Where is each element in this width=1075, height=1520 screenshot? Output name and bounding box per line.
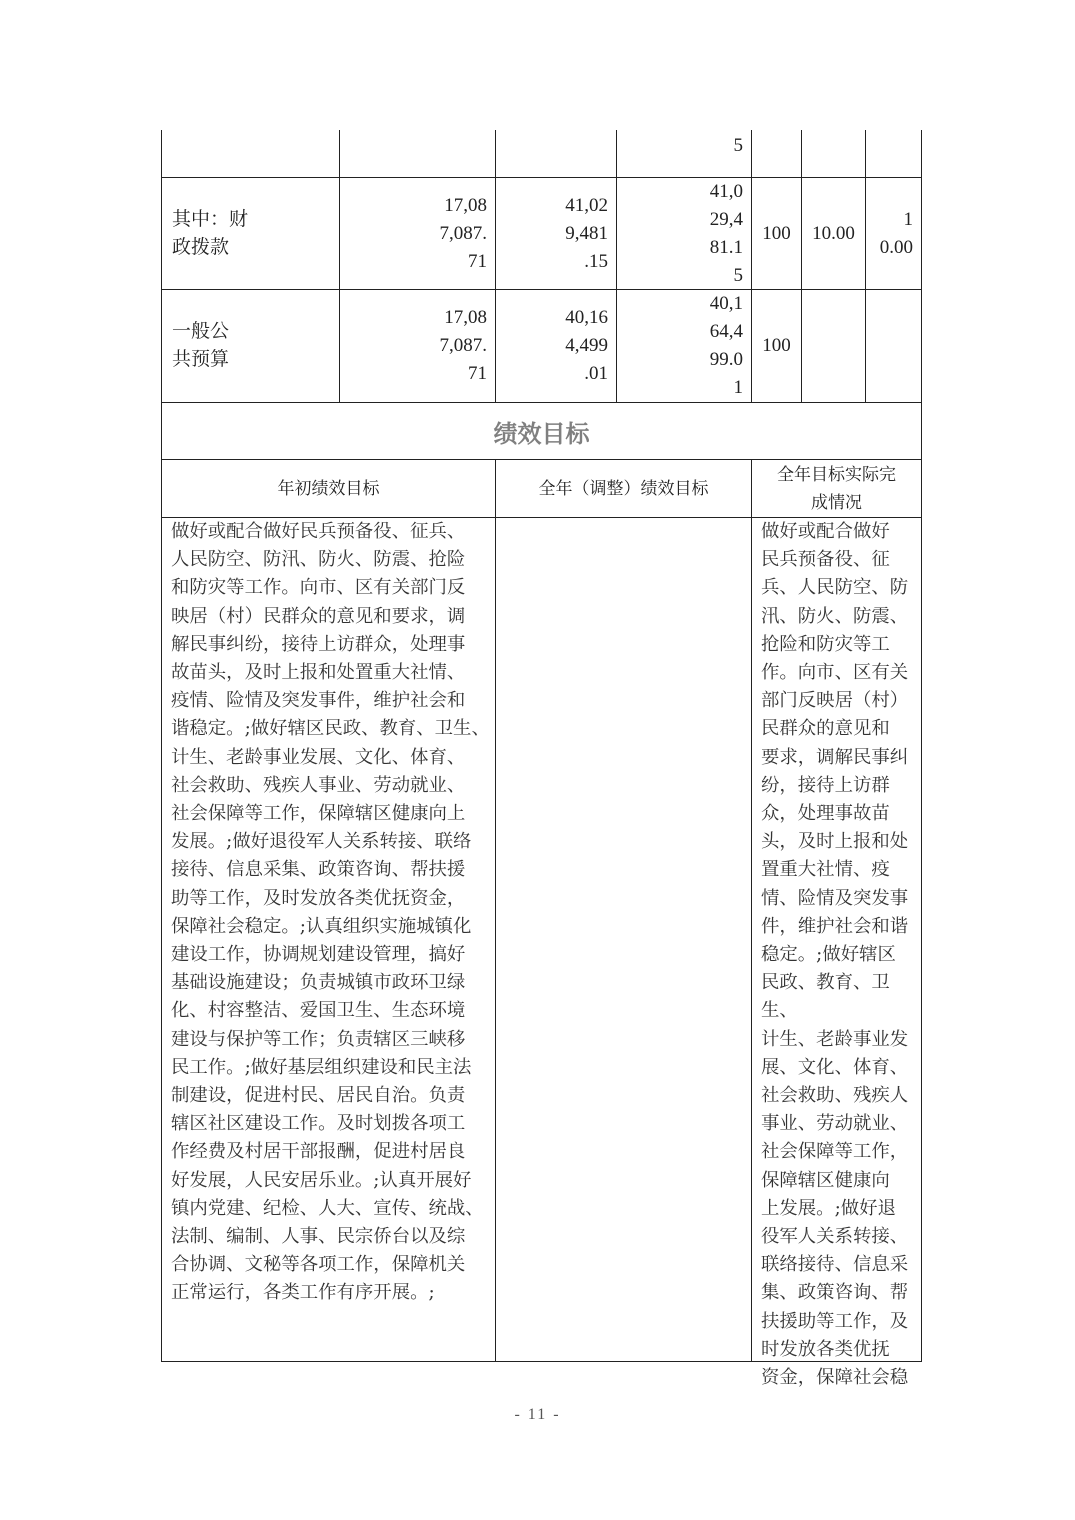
text-line: 保障辖区健康向 xyxy=(761,1169,890,1191)
text-line: 合协调、文秘等各项工作，保障机关 xyxy=(171,1254,466,1276)
cell-initial-budget xyxy=(340,178,496,289)
text-line: 99.0 xyxy=(709,349,743,370)
text-line: 和防灾等工作。向市、区有关部门反 xyxy=(171,577,466,599)
cell-score xyxy=(866,130,921,177)
text-line: 解民事纠纷，接待上访群众，处理事 xyxy=(171,633,466,655)
text-line: 好发展，人民安居乐业。;认真开展好 xyxy=(171,1169,472,1191)
text-line: 头，及时上报和处 xyxy=(761,831,909,853)
table-row xyxy=(161,178,922,290)
text-line: 81.1 xyxy=(709,236,743,258)
text-line: 保障社会稳定。;认真组织实施城镇化 xyxy=(171,915,472,937)
cell-score xyxy=(866,178,921,289)
text-line: 汛、防火、防震、 xyxy=(761,605,909,627)
text-line: 计生、老龄事业发展、文化、体育、 xyxy=(171,746,466,768)
text-line: 集、政策咨询、帮 xyxy=(761,1282,909,1304)
cell-execution-rate: 100 xyxy=(752,290,802,402)
text-line: .15 xyxy=(584,250,608,272)
goal-header-row xyxy=(161,460,922,518)
cell-initial-budget xyxy=(340,130,496,177)
text-line: 联络接待、信息采 xyxy=(761,1254,909,1276)
row-label xyxy=(162,178,340,289)
text-line: 稳定。;做好辖区 xyxy=(761,944,896,966)
text-line: 时发放各类优抚 xyxy=(761,1338,890,1360)
text-line: 其中：财 xyxy=(172,208,249,230)
text-line: 64,4 xyxy=(709,321,743,342)
text-line: 疫情、险情及突发事件，维护社会和 xyxy=(171,690,466,712)
text-line: 一般公 xyxy=(172,321,230,342)
text-line: 法制、编制、人事、民宗侨台以及综 xyxy=(171,1226,466,1248)
text-line: 情、险情及突发事 xyxy=(761,887,909,909)
text-line: 故苗头，及时上报和处置重大社情、 xyxy=(171,662,466,684)
text-line: 共预算 xyxy=(172,349,230,370)
table-row xyxy=(161,290,922,403)
cell-actual-spending xyxy=(617,178,752,289)
text-line: 建设与保护等工作；负责辖区三峡移 xyxy=(171,1028,466,1050)
text-line: 事业、劳动就业、 xyxy=(761,1113,909,1135)
text-line: 政拨款 xyxy=(172,236,230,258)
text-line: 化、村容整洁、爱国卫生、生态环境 xyxy=(171,1000,466,1022)
page-number: - 11 - xyxy=(514,1406,561,1423)
text-line: 4,499 xyxy=(565,335,608,356)
cell-score-weight xyxy=(802,290,866,402)
text-line: 41,0 xyxy=(709,180,743,202)
text-line: 71 xyxy=(468,363,487,384)
header-line: 全年目标实际完 xyxy=(777,464,896,485)
text-line: 部门反映居（村） xyxy=(761,690,909,712)
goal-content-row xyxy=(161,518,922,1389)
text-line: 71 xyxy=(468,250,487,272)
header-line: 成情况 xyxy=(811,492,862,513)
text-line: 9,481 xyxy=(565,222,608,244)
text-line: 5 xyxy=(733,135,743,156)
cell-actual-spending xyxy=(617,130,752,177)
text-line: 7,087. xyxy=(439,222,487,244)
text-line: 抢险和防灾等工 xyxy=(761,633,890,655)
text-line: 社会救助、残疾人事业、劳动就业、 xyxy=(171,774,466,796)
text-line: 作经费及村居干部报酬，促进村居良 xyxy=(171,1141,466,1163)
cell-adjusted-budget xyxy=(496,178,617,289)
section-title-text: 绩效目标 xyxy=(493,419,590,448)
cell-score-weight xyxy=(802,130,866,177)
cell-adjusted-budget xyxy=(496,290,617,402)
table-row xyxy=(161,130,922,178)
cell-adjusted-budget xyxy=(496,130,617,177)
text-line: 41,02 xyxy=(565,194,608,216)
budget-table xyxy=(161,130,922,1389)
text-line: 发展。;做好退役军人关系转接、联络 xyxy=(171,831,472,853)
text-line: 社会救助、残疾人 xyxy=(761,1085,909,1107)
text-line: 件，维护社会和谐 xyxy=(761,915,909,937)
text-line: 17,08 xyxy=(444,307,487,328)
text-line: 辖区社区建设工作。及时划拨各项工 xyxy=(171,1113,466,1135)
cell-score xyxy=(866,290,921,402)
text-line: 社会保障等工作，保障辖区健康向上 xyxy=(171,803,466,825)
text-line: 镇内党建、纪检、人大、宣传、统战、 xyxy=(171,1197,484,1219)
section-title xyxy=(161,403,922,460)
text-line: 助等工作，及时发放各类优抚资金， xyxy=(171,887,466,909)
text-line: 众，处理事故苗 xyxy=(761,803,890,825)
cell-actual-spending xyxy=(617,290,752,402)
text-line: 做好或配合做好民兵预备役、征兵、 xyxy=(171,521,466,542)
cell-execution-rate: 100 xyxy=(752,178,802,289)
text-line: 民工作。;做好基层组织建设和民主法 xyxy=(171,1056,472,1078)
header-initial-goal: 年初绩效目标 xyxy=(162,460,496,517)
text-line: 民政、教育、卫生、 xyxy=(761,972,890,1022)
text-line: 做好或配合做好 xyxy=(761,521,890,542)
text-line: 正常运行，各类工作有序开展。; xyxy=(171,1282,435,1304)
text-line: 役军人关系转接、 xyxy=(761,1226,909,1248)
header-adjusted-goal: 全年（调整）绩效目标 xyxy=(496,460,752,517)
header-actual-completion xyxy=(752,460,921,517)
adjusted-goal-text xyxy=(496,518,752,1361)
cell-score-weight: 10.00 xyxy=(802,178,866,289)
text-line: 29,4 xyxy=(709,208,743,230)
text-line: 17,08 xyxy=(444,194,487,216)
text-line: 7,087. xyxy=(439,335,487,356)
text-line: 置重大社情、疫 xyxy=(761,859,890,881)
text-line: 要求，调解民事纠 xyxy=(761,746,909,768)
text-line: 40,1 xyxy=(709,293,743,314)
text-line: 40,16 xyxy=(565,307,608,328)
actual-completion-text xyxy=(752,518,921,1389)
text-line: 兵、人民防空、防 xyxy=(761,577,909,599)
text-line: 建设工作，协调规划建设管理，搞好 xyxy=(171,944,466,966)
text-line: 1 xyxy=(733,377,743,398)
text-line: 人民防空、防汛、防火、防震、抢险 xyxy=(171,549,466,571)
cell-initial-budget xyxy=(340,290,496,402)
text-line: 社会保障等工作， xyxy=(761,1141,909,1163)
row-label xyxy=(162,290,340,402)
initial-goal-text xyxy=(162,518,496,1361)
text-line: 5 xyxy=(733,264,743,286)
cell-execution-rate xyxy=(752,130,802,177)
row-label xyxy=(162,130,340,177)
text-line: .01 xyxy=(584,363,608,384)
text-line: 纷，接待上访群 xyxy=(761,774,890,796)
text-line: 0.00 xyxy=(879,236,913,258)
text-line: 制建设，促进村民、居民自治。负责 xyxy=(171,1085,466,1107)
text-line: 作。向市、区有关 xyxy=(761,662,909,684)
text-line: 上发展。;做好退 xyxy=(761,1197,896,1219)
text-line: 民兵预备役、征 xyxy=(761,549,890,571)
text-line: 计生、老龄事业发 xyxy=(761,1028,909,1050)
text-line: 1 xyxy=(903,208,913,230)
text-line: 谐稳定。;做好辖区民政、教育、卫生、 xyxy=(171,718,490,740)
text-line: 映居（村）民群众的意见和要求，调 xyxy=(171,605,466,627)
text-line: 资金，保障社会稳 xyxy=(761,1367,909,1389)
text-line: 民群众的意见和 xyxy=(761,718,890,740)
text-line: 展、文化、体育、 xyxy=(761,1056,909,1078)
text-line: 基础设施建设；负责城镇市政环卫绿 xyxy=(171,972,466,994)
text-line: 接待、信息采集、政策咨询、帮扶援 xyxy=(171,859,466,881)
text-line: 扶援助等工作，及 xyxy=(761,1310,909,1332)
